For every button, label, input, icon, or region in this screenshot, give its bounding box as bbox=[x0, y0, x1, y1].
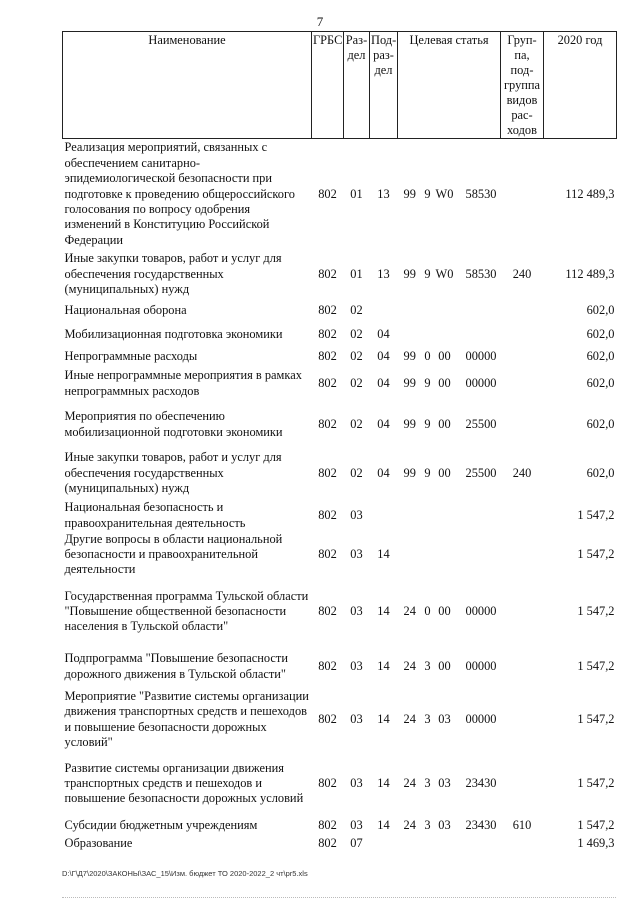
table-row bbox=[63, 688, 617, 752]
row-subsection: 14 bbox=[377, 604, 390, 619]
header-section: Раз- дел bbox=[344, 32, 370, 139]
row-name: Национальная безопасность и правоохранительная деятельность bbox=[64, 500, 246, 530]
row-name: Иные непрограммные мероприятия в рамках непрограммных расходов bbox=[64, 368, 302, 398]
row-amount-2020: 1 469,3 bbox=[577, 836, 615, 851]
row-target-article bbox=[398, 250, 501, 300]
target-article-part: 58530 bbox=[465, 266, 497, 281]
target-article-part: 3 bbox=[424, 818, 431, 833]
row-expense-group bbox=[501, 688, 544, 752]
row-amount-2020: 112 489,3 bbox=[565, 186, 615, 201]
row-section: 03 bbox=[350, 604, 363, 619]
row-amount-2020: 602,0 bbox=[586, 375, 615, 390]
table-row bbox=[63, 646, 617, 688]
target-article-part: 00000 bbox=[465, 375, 497, 390]
target-article-part: 00000 bbox=[465, 659, 497, 674]
row-section: 03 bbox=[350, 776, 363, 791]
row-amount-2020: 602,0 bbox=[586, 326, 615, 341]
target-article-part: 25500 bbox=[465, 465, 497, 480]
target-article-part: 03 bbox=[438, 712, 451, 727]
row-expense-group bbox=[501, 532, 544, 578]
row-subsection: 14 bbox=[377, 546, 390, 561]
target-article-part: 9 bbox=[424, 266, 431, 281]
table-row bbox=[63, 348, 617, 366]
target-article-part: 03 bbox=[438, 776, 451, 791]
row-amount-2020: 1 547,2 bbox=[577, 507, 615, 522]
row-section: 02 bbox=[350, 348, 363, 363]
row-grbs: 802 bbox=[318, 836, 337, 851]
row-section: 02 bbox=[350, 465, 363, 480]
row-grbs: 802 bbox=[318, 712, 337, 727]
table-header bbox=[63, 32, 617, 139]
target-article-part: 99 bbox=[403, 186, 416, 201]
row-name: Национальная оборона bbox=[64, 302, 187, 317]
table-row bbox=[63, 752, 617, 816]
row-expense-group bbox=[501, 300, 544, 322]
row-section: 01 bbox=[350, 266, 363, 281]
row-name: Реализация мероприятий, связанных с обеспечением санитарно-эпидемиологической безопасности при подготовке к проведению общероссийского голосования по вопросу одобрения изменений в Конституцию Российской Федерации bbox=[64, 140, 295, 247]
row-section: 03 bbox=[350, 659, 363, 674]
target-article-part: 24 bbox=[403, 604, 416, 619]
table-row bbox=[63, 139, 617, 250]
row-target-article bbox=[398, 688, 501, 752]
target-article-part: 00 bbox=[438, 465, 451, 480]
row-grbs: 802 bbox=[318, 507, 337, 522]
row-target-article bbox=[398, 646, 501, 688]
header-subsection: Под- раз- дел bbox=[370, 32, 398, 139]
row-name: Субсидии бюджетным учреждениям bbox=[64, 818, 258, 833]
table-row bbox=[63, 578, 617, 646]
row-grbs: 802 bbox=[318, 546, 337, 561]
header-year: 2020 год bbox=[544, 32, 617, 139]
row-name: Подпрограмма "Повышение безопасности дорожного движения в Тульской области" bbox=[64, 651, 288, 681]
target-article-part: 9 bbox=[424, 465, 431, 480]
target-article-part: 23430 bbox=[465, 818, 497, 833]
target-article-part: 00000 bbox=[465, 712, 497, 727]
target-article-part: 0 bbox=[424, 604, 431, 619]
target-article-part: 3 bbox=[424, 776, 431, 791]
row-subsection: 04 bbox=[377, 416, 390, 431]
header-name: Наименование bbox=[63, 32, 312, 139]
row-expense-group bbox=[501, 366, 544, 402]
row-amount-2020: 1 547,2 bbox=[577, 546, 615, 561]
row-grbs: 802 bbox=[318, 326, 337, 341]
row-amount-2020: 1 547,2 bbox=[577, 818, 615, 833]
row-name: Другие вопросы в области национальной безопасности и правоохранительной деятельности bbox=[64, 531, 283, 577]
row-section: 02 bbox=[350, 416, 363, 431]
row-subsection: 13 bbox=[377, 266, 390, 281]
row-subsection bbox=[370, 836, 398, 852]
target-article-part: 0 bbox=[424, 348, 431, 363]
row-expense-group bbox=[501, 836, 544, 852]
row-name: Иные закупки товаров, работ и услуг для обеспечения государственных (муниципальных) нужд bbox=[64, 251, 282, 297]
row-grbs: 802 bbox=[318, 348, 337, 363]
row-grbs: 802 bbox=[318, 776, 337, 791]
row-section: 03 bbox=[350, 818, 363, 833]
target-article-part: 24 bbox=[403, 818, 416, 833]
row-subsection: 14 bbox=[377, 659, 390, 674]
header-grbs: ГРБС bbox=[312, 32, 344, 139]
table-row bbox=[63, 322, 617, 348]
row-expense-group bbox=[501, 348, 544, 366]
row-amount-2020: 1 547,2 bbox=[577, 659, 615, 674]
row-expense-group bbox=[501, 322, 544, 348]
row-expense-group bbox=[501, 646, 544, 688]
row-grbs: 802 bbox=[318, 604, 337, 619]
target-article-part: 99 bbox=[403, 266, 416, 281]
target-article-part: 99 bbox=[403, 375, 416, 390]
row-name: Непрограммные расходы bbox=[64, 348, 198, 363]
row-amount-2020: 1 547,2 bbox=[577, 776, 615, 791]
row-name: Образование bbox=[64, 836, 133, 851]
table-row bbox=[63, 532, 617, 578]
table-row bbox=[63, 500, 617, 532]
row-grbs: 802 bbox=[318, 186, 337, 201]
row-expense-group: 610 bbox=[512, 818, 532, 833]
row-section: 02 bbox=[350, 302, 363, 317]
header-group: Груп- па, под- группа видов рас- ходов bbox=[501, 32, 544, 139]
target-article-part: 23430 bbox=[465, 776, 497, 791]
row-section: 02 bbox=[350, 326, 363, 341]
row-expense-group bbox=[501, 402, 544, 448]
row-grbs: 802 bbox=[318, 266, 337, 281]
row-subsection: 04 bbox=[377, 375, 390, 390]
target-article-part: 00 bbox=[438, 348, 451, 363]
table-body bbox=[63, 139, 617, 852]
target-article-part: 9 bbox=[424, 375, 431, 390]
row-expense-group: 240 bbox=[512, 266, 532, 281]
page-number: 7 bbox=[316, 14, 324, 29]
header-target: Целевая статья bbox=[398, 32, 501, 139]
row-subsection: 04 bbox=[377, 348, 390, 363]
target-article-part: 00 bbox=[438, 604, 451, 619]
row-subsection bbox=[370, 500, 398, 532]
row-target-article bbox=[398, 366, 501, 402]
row-amount-2020: 602,0 bbox=[586, 416, 615, 431]
row-grbs: 802 bbox=[318, 659, 337, 674]
row-name: Развитие системы организации движения транспортных средств и пешеходов и повышение безопасности дорожных условий bbox=[64, 760, 304, 806]
target-article-part: 00000 bbox=[465, 348, 497, 363]
row-expense-group: 240 bbox=[512, 465, 532, 480]
row-target-article bbox=[398, 836, 501, 852]
table-row bbox=[63, 816, 617, 836]
target-article-part: 00 bbox=[438, 659, 451, 674]
row-expense-group bbox=[501, 139, 544, 250]
row-target-article bbox=[398, 500, 501, 532]
row-expense-group bbox=[501, 500, 544, 532]
target-article-part: W0 bbox=[435, 266, 454, 281]
row-section: 07 bbox=[350, 836, 363, 851]
row-amount-2020: 602,0 bbox=[586, 302, 615, 317]
row-subsection bbox=[370, 300, 398, 322]
row-subsection: 13 bbox=[377, 186, 390, 201]
row-subsection: 04 bbox=[377, 465, 390, 480]
footer-file-path: D:\Г\Д7\2020\ЗАКОНЫ\ЗАС_15\Изм. бюджет ТО 2020-2022_2 чт\pr5.xls bbox=[62, 869, 308, 878]
target-article-part: 99 bbox=[403, 348, 416, 363]
row-name: Государственная программа Тульской области "Повышение общественной безопасности населения в Тульской области" bbox=[64, 588, 309, 634]
target-article-part: 99 bbox=[403, 416, 416, 431]
table-row bbox=[63, 448, 617, 500]
target-article-part: 9 bbox=[424, 416, 431, 431]
row-amount-2020: 112 489,3 bbox=[565, 266, 615, 281]
table-row bbox=[63, 250, 617, 300]
target-article-part: 00 bbox=[438, 375, 451, 390]
target-article-part: W0 bbox=[435, 186, 454, 201]
target-article-part: 58530 bbox=[465, 186, 497, 201]
row-target-article bbox=[398, 348, 501, 366]
table-row bbox=[63, 402, 617, 448]
row-section: 03 bbox=[350, 546, 363, 561]
target-article-part: 00 bbox=[438, 416, 451, 431]
table-row bbox=[63, 366, 617, 402]
row-target-article bbox=[398, 139, 501, 250]
row-name: Иные закупки товаров, работ и услуг для обеспечения государственных (муниципальных) нужд bbox=[64, 450, 282, 496]
row-name: Мероприятие "Развитие системы организации движения транспортных средств и пешеходов и повышение безопасности дорожных условий" bbox=[64, 688, 309, 750]
row-target-article bbox=[398, 448, 501, 500]
row-amount-2020: 1 547,2 bbox=[577, 604, 615, 619]
row-name: Мероприятия по обеспечению мобилизационной подготовки экономики bbox=[64, 409, 283, 439]
row-section: 01 bbox=[350, 186, 363, 201]
target-article-part: 03 bbox=[438, 818, 451, 833]
row-section: 03 bbox=[350, 712, 363, 727]
row-target-article bbox=[398, 532, 501, 578]
target-article-part: 24 bbox=[403, 776, 416, 791]
row-grbs: 802 bbox=[318, 818, 337, 833]
target-article-part: 99 bbox=[403, 465, 416, 480]
row-target-article bbox=[398, 322, 501, 348]
target-article-part: 24 bbox=[403, 659, 416, 674]
row-expense-group bbox=[501, 752, 544, 816]
row-grbs: 802 bbox=[318, 302, 337, 317]
table-row bbox=[63, 300, 617, 322]
row-subsection: 14 bbox=[377, 776, 390, 791]
row-grbs: 802 bbox=[318, 465, 337, 480]
row-target-article bbox=[398, 752, 501, 816]
target-article-part: 00000 bbox=[465, 604, 497, 619]
table-row bbox=[63, 836, 617, 852]
budget-table bbox=[62, 31, 617, 852]
row-section: 03 bbox=[350, 507, 363, 522]
row-target-article bbox=[398, 816, 501, 836]
row-expense-group bbox=[501, 578, 544, 646]
row-amount-2020: 1 547,2 bbox=[577, 712, 615, 727]
row-subsection: 14 bbox=[377, 818, 390, 833]
row-target-article bbox=[398, 578, 501, 646]
row-section: 02 bbox=[350, 375, 363, 390]
target-article-part: 9 bbox=[424, 186, 431, 201]
target-article-part: 3 bbox=[424, 659, 431, 674]
row-grbs: 802 bbox=[318, 416, 337, 431]
target-article-part: 3 bbox=[424, 712, 431, 727]
page-bottom-divider bbox=[62, 897, 616, 898]
row-name: Мобилизационная подготовка экономики bbox=[64, 326, 283, 341]
target-article-part: 24 bbox=[403, 712, 416, 727]
row-amount-2020: 602,0 bbox=[586, 348, 615, 363]
target-article-part: 25500 bbox=[465, 416, 497, 431]
row-subsection: 04 bbox=[377, 326, 390, 341]
row-amount-2020: 602,0 bbox=[586, 465, 615, 480]
row-target-article bbox=[398, 300, 501, 322]
row-subsection: 14 bbox=[377, 712, 390, 727]
row-grbs: 802 bbox=[318, 375, 337, 390]
row-target-article bbox=[398, 402, 501, 448]
